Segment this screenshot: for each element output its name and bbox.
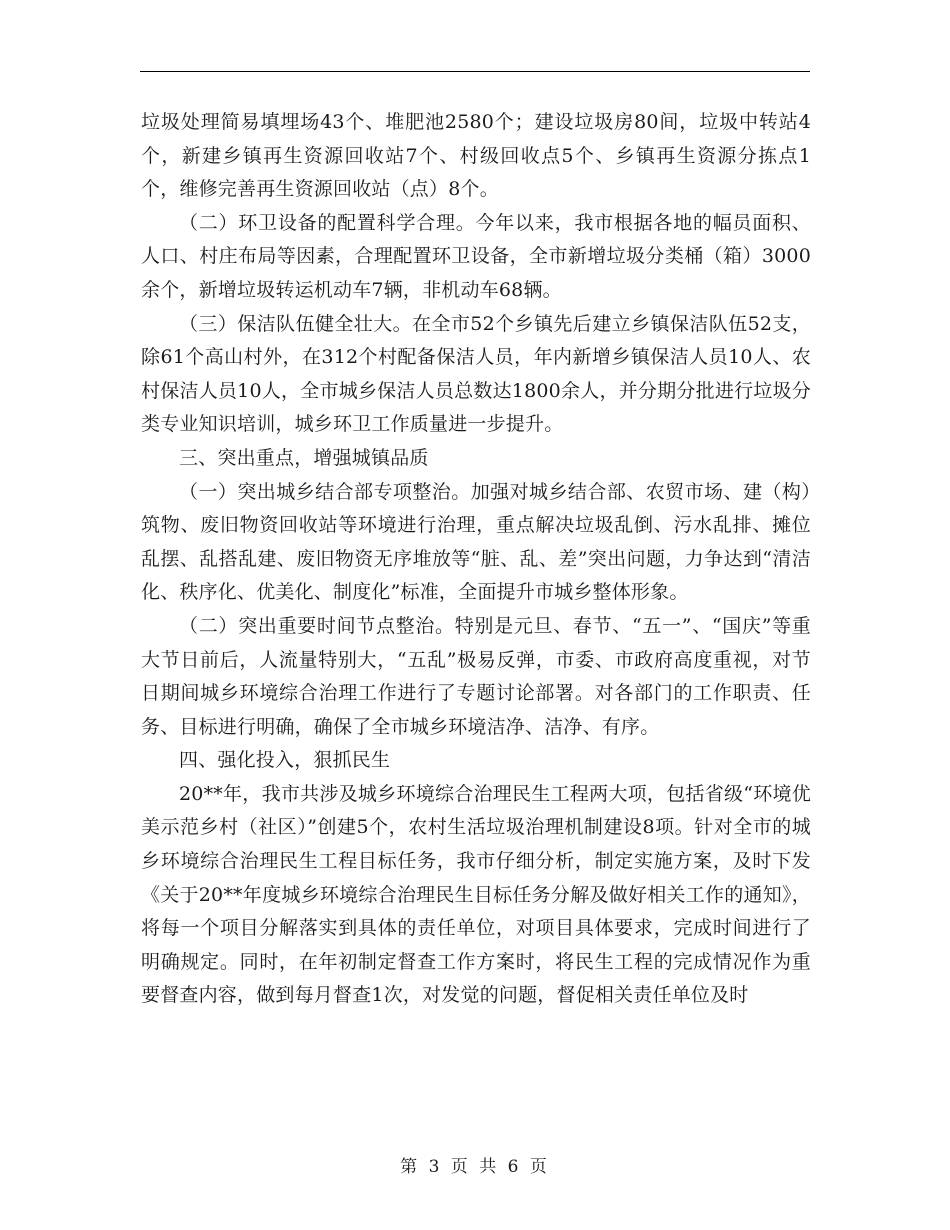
- paragraph-2: （二）环卫设备的配置科学合理。今年以来，我市根据各地的幅员面积、人口、村庄布局等因素，合理配置环卫设备，全市新增垃圾分类桶（箱）3000余个，新增垃圾转运机动车7辆，非机动车68辆。: [141, 211, 811, 301]
- paragraph-1: 垃圾处理简易填埋场43个、堆肥池2580个；建设垃圾房80间，垃圾中转站4个，新建乡镇再生资源回收站7个、村级回收点5个、乡镇再生资源分拣点1个，维修完善再生资源回收站（点）8个。: [141, 111, 811, 201]
- paragraph-3: （三）保洁队伍健全壮大。在全市52个乡镇先后建立乡镇保洁队伍52支，除61个高山村外，在312个村配备保洁人员，年内新增乡镇保洁人员10人、农村保洁人员10人，全市城乡保洁人员总数达1800余人，并分期分批进行垃圾分类专业知识培训，城乡环卫工作质量进一步提升。: [141, 312, 811, 436]
- section-heading-4: 四、强化投入，狠抓民生: [179, 749, 391, 772]
- section-heading-3: 三、突出重点，增强城镇品质: [179, 446, 429, 469]
- page-number-footer: 第 3 页 共 6 页: [400, 1157, 550, 1177]
- paragraph-6: 20**年，我市共涉及城乡环境综合治理民生工程两大项，包括省级“环境优美示范乡村（社区）”创建5个，农村生活垃圾治理机制建设8项。针对全市的城乡环境综合治理民生工程目标任务，我市仔细分析，制定实施方案，及时下发《关于20**年度城乡环境综合治理民生目标任务分解及做好相关工作的通知》，将每一个项目分解落实到具体的责任单位，对项目具体要求，完成时间进行了明确规定。同时，在年初制定督查工作方案时，将民生工程的完成情况作为重要督查内容，做到每月督查1次，对发觉的问题，督促相关责任单位及时: [141, 782, 811, 1007]
- paragraph-4: （一）突出城乡结合部专项整治。加强对城乡结合部、农贸市场、建（构）筑物、废旧物资回收站等环境进行治理，重点解决垃圾乱倒、污水乱排、摊位乱摆、乱搭乱建、废旧物资无序堆放等“脏、乱、差”突出问题，力争达到“清洁化、秩序化、优美化、制度化”标准，全面提升市城乡整体形象。: [141, 480, 811, 604]
- document-body: [141, 106, 811, 1013]
- paragraph-5: （二）突出重要时间节点整治。特别是元旦、春节、“五一”、“国庆”等重大节日前后，人流量特别大，“五乱”极易反弹，市委、市政府高度重视，对节日期间城乡环境综合治理工作进行了专题讨论部署。对各部门的工作职责、任务、目标进行明确，确保了全市城乡环境洁净、洁净、有序。: [141, 614, 811, 738]
- header-rule: [140, 71, 810, 72]
